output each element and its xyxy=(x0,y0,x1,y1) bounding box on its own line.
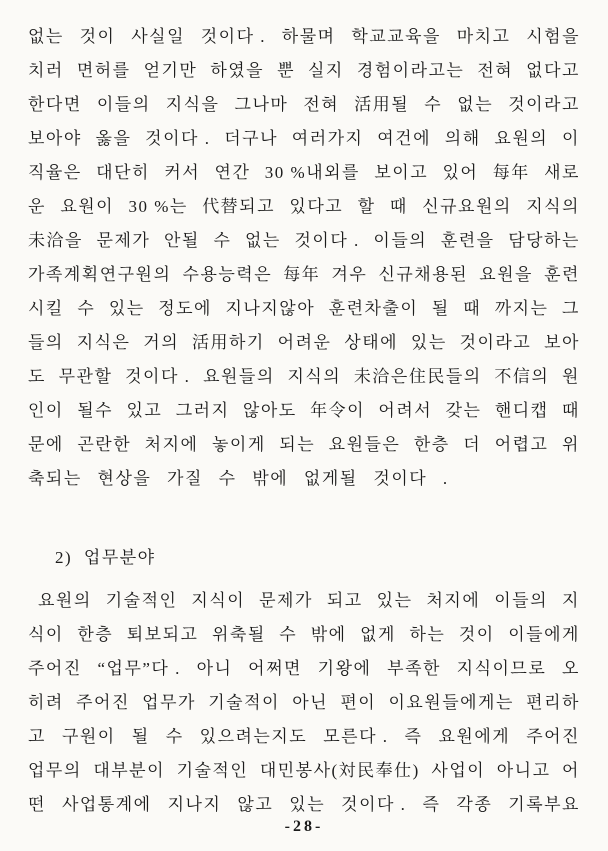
text-line: 인이 될수 있고 그러지 않아도 年令이 어려서 갖는 핸디캡 때 xyxy=(28,401,580,420)
text-line: 고 구원이 될 수 있으려는지도 모른다 . 즉 요원에게 주어진 xyxy=(28,727,580,746)
text-line: 주어진 “업무”다 . 아니 어쩌면 기왕에 부족한 지식이므로 오 xyxy=(28,659,580,678)
text-line: 요원의 기술적인 지식이 문제가 되고 있는 처지에 이들의 지 xyxy=(38,591,580,610)
text-line: 떤 사업통계에 지나지 않고 있는 것이다 . 즉 각종 기록부요 xyxy=(28,795,580,814)
text-line: 운 요원이 30 %는 代替되고 있다고 할 때 신규요원의 지식의 xyxy=(28,197,580,216)
text-line: 식이 한층 퇴보되고 위축될 수 밖에 없게 하는 것이 이들에게 xyxy=(28,625,580,644)
text-line: 보아야 옳을 것이다 . 더구나 여러가지 여건에 의해 요원의 이 xyxy=(28,129,580,148)
paragraph-1 xyxy=(28,20,580,496)
text-line: 문에 곤란한 처지에 놓이게 되는 요원들은 한층 더 어렵고 위 xyxy=(28,435,580,454)
text-line: 未洽을 문제가 안될 수 없는 것이다 . 이들의 훈련을 담당하는 xyxy=(28,231,580,250)
text-line: 업무의 대부분이 기술적인 대민봉사(対民奉仕) 사업이 아니고 어 xyxy=(28,761,580,780)
text-line: 축되는 현상을 가질 수 밖에 없게될 것이다 . xyxy=(28,469,449,488)
text-line: 히려 주어진 업무가 기술적이 아닌 편이 이요원들에게는 편리하 xyxy=(28,693,580,712)
text-line: 치러 면허를 얻기만 하였을 뿐 실지 경험이라고는 전혀 없다고 xyxy=(28,61,580,80)
text-line: 없는 것이 사실일 것이다 . 하물며 학교교육을 마치고 시험을 xyxy=(28,27,580,46)
text-line: 직율은 대단히 커서 연간 30 %내외를 보이고 있어 每年 새로 xyxy=(28,163,580,182)
text-line: 시킬 수 있는 정도에 지나지않아 훈련차출이 될 때 까지는 그 xyxy=(28,299,580,318)
text-line: 들의 지식은 거의 活用하기 어려운 상태에 있는 것이라고 보아 xyxy=(28,333,580,352)
section-heading-block xyxy=(28,543,580,573)
page-number: -28- xyxy=(284,818,324,835)
text-line: 가족계획연구원의 수용능력은 每年 겨우 신규채용된 요원을 훈련 xyxy=(28,265,580,284)
text-line: 한다면 이들의 지식을 그나마 전혀 活用될 수 없는 것이라고 xyxy=(28,95,580,114)
section-heading: 2) 업무분야 xyxy=(55,548,156,567)
paragraph-2 xyxy=(28,584,580,822)
text-line: 도 무관할 것이다 . 요원들의 지식의 未洽은住民들의 不信의 원 xyxy=(28,367,580,386)
